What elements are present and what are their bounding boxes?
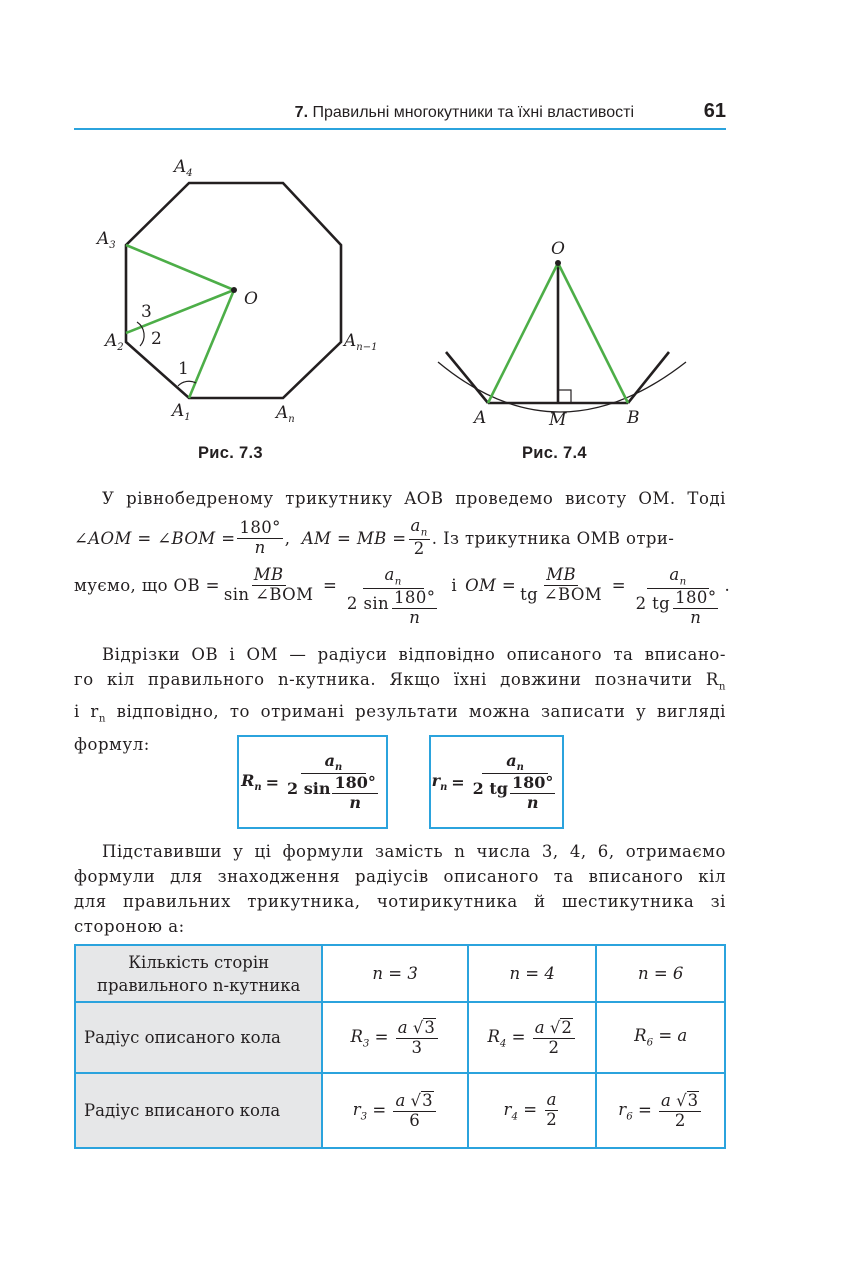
cell-R4: $R_4$ = $\frac{a √2}{2}$ <box>468 1002 597 1073</box>
p1-line-3: муємо, що OB = $\frac{MB}{\text{sin ∠BOM}}$ = $a_n$ 2 sin $\frac{180^\circ}{n}$ і OM = $\frac{MB}{\text{tg ∠BOM}}$ = $a_n$ 2 tg $\frac{180^\circ}{n}$ . <box>74 565 731 628</box>
segment-equality: AM = MB = <box>301 528 407 548</box>
frac-an-over-2tg: $a_n$ 2 tg $\frac{180^\circ}{n}$ <box>635 565 717 628</box>
p3-line-1: Підставивши у ці формули замість n числа 3, 4, 6, отримаємо <box>102 842 726 861</box>
cell-r3: $r_3$ = $\frac{a √3}{6}$ <box>322 1073 467 1148</box>
formula-box-circumradius: $R_n$ = $a_n$ 2 sin $\frac{180^\circ}{n}$ <box>237 735 388 829</box>
p2-line-4: формул: <box>74 734 150 754</box>
label-a3: $A_3$ <box>97 229 116 251</box>
om-equals: OM = <box>465 576 517 595</box>
label-a4: $A_4$ <box>174 157 193 179</box>
table-header-row <box>75 945 725 1002</box>
label-a1: $A_1$ <box>172 401 191 423</box>
p3-line-2: формули для знаходження радіусів описаного та вписаного кіл <box>74 867 726 886</box>
label-an-1: $A_{n-1}$ <box>344 331 378 353</box>
radius-a3-o <box>126 245 234 290</box>
p2-line-2: го кіл правильного n-кутника. Якщо їхні довжини позначити $R_n$ <box>74 670 726 693</box>
row-label-inradius: Радіус вписаного кола <box>75 1073 322 1148</box>
table-row-circumradius <box>75 1002 725 1073</box>
figure-7-3-octagon <box>90 150 400 440</box>
center-point-o <box>555 260 561 266</box>
frac-mb-over-sin: $\frac{MB}{\text{sin ∠BOM}}$ <box>223 565 314 604</box>
p2-line-3: і $r_n$ відповідно, то отримані результати можна записати у вигляді <box>74 702 726 725</box>
ob-equals: муємо, що OB = <box>74 576 220 595</box>
cell-R6: $R_6 = a$ <box>596 1002 725 1073</box>
p3-line-3: для правильних трикутника, чотирикутника й шестикутника зі <box>74 892 726 911</box>
p2-line-1: Відрізки OB і OM — радіуси відповідно описаного та вписано- <box>102 645 726 664</box>
label-m: M <box>549 410 567 430</box>
paragraph-3 <box>74 839 726 939</box>
cell-r6: $r_6$ = $\frac{a √3}{2}$ <box>596 1073 725 1148</box>
label-b: B <box>627 408 640 428</box>
p1-line-2: ∠AOM = ∠BOM = $\frac{180^\circ}{n}$ , AM = MB = $\frac{a_n}{2}$ . Із трикутника OMB отри- <box>74 515 675 559</box>
label-a: A <box>474 408 487 428</box>
chapter-number: 7. <box>294 104 309 121</box>
caption-fig-7-4: Рис. 7.4 <box>522 444 587 462</box>
label-o: O <box>551 239 565 259</box>
label-a2: $A_2$ <box>105 331 124 353</box>
right-angle-mark <box>558 390 571 403</box>
p1-line-1: У рівнобедреному трикутнику AOB проведемо висоту OM. Тоді <box>102 489 726 508</box>
angle-equality: ∠AOM = ∠BOM = <box>74 528 236 548</box>
frac-an-over-2sin: $a_n$ 2 sin $\frac{180^\circ}{n}$ <box>346 565 436 628</box>
angle-label-3: 3 <box>141 302 152 322</box>
table-corner-header: Кількість сторін правильного n-кутника <box>75 945 322 1002</box>
polygon-side-left <box>446 352 488 403</box>
formula-box-inradius: $r_n$ = $a_n$ 2 tg $\frac{180^\circ}{n}$ <box>429 735 564 829</box>
radius-oa <box>488 263 558 403</box>
radius-ob <box>558 263 628 403</box>
running-header <box>74 104 634 122</box>
radius-table <box>74 944 726 1149</box>
angle-label-2: 2 <box>151 329 162 349</box>
table-row-inradius <box>75 1073 725 1148</box>
paragraph-1 <box>74 486 726 511</box>
angle-label-1: 1 <box>178 359 189 379</box>
frac-180-over-n: $\frac{180^\circ}{n}$ <box>239 517 281 557</box>
chapter-title: Правильні многокутники та їхні властивості <box>312 104 634 121</box>
figure-7-4-triangle <box>430 230 700 435</box>
page-number: 61 <box>703 100 726 122</box>
p3-line-4: стороною a: <box>74 917 185 936</box>
col-header-n6: n = 6 <box>596 945 725 1002</box>
col-header-n3: n = 3 <box>322 945 467 1002</box>
frac-an-over-2: $\frac{a_n}{2}$ <box>410 515 428 559</box>
polygon-side-right <box>628 352 669 403</box>
label-an: $A_n$ <box>276 403 295 425</box>
label-o: O <box>244 289 258 309</box>
row-label-circumradius: Радіус описаного кола <box>75 1002 322 1073</box>
header-rule <box>74 128 726 130</box>
cell-R3: $R_3$ = $\frac{a √3}{3}$ <box>322 1002 467 1073</box>
caption-fig-7-3: Рис. 7.3 <box>198 444 263 462</box>
cell-r4: $r_4$ = $\frac{a}{2}$ <box>468 1073 597 1148</box>
paragraph-2 <box>74 642 726 757</box>
frac-mb-over-tg: $\frac{MB}{\text{tg ∠BOM}}$ <box>520 565 603 604</box>
center-point-o <box>231 287 237 293</box>
col-header-n4: n = 4 <box>468 945 597 1002</box>
conjunction-i: і <box>451 576 458 595</box>
p1-line-2-tail: . Із трикутника OMB отри- <box>431 528 675 548</box>
